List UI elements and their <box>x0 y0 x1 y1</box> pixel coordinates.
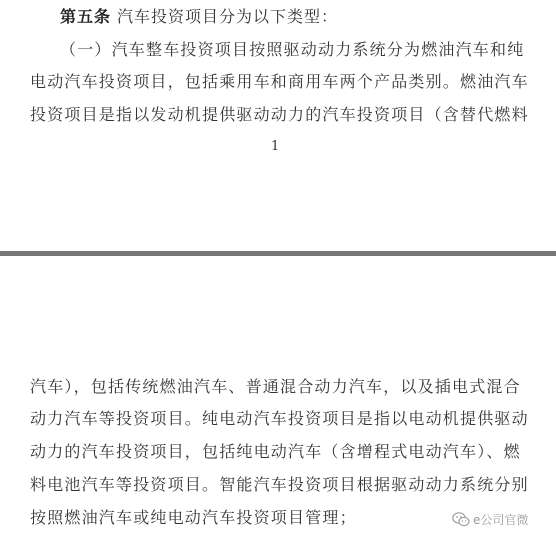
paragraph-line: （一）汽车整车投资项目按照驱动动力系统分为燃油汽车和纯 <box>60 40 525 59</box>
watermark-text: e公司官微 <box>473 512 529 527</box>
article-heading <box>60 7 540 27</box>
watermark <box>452 510 528 528</box>
paragraph-line: 料电池汽车等投资项目。智能汽车投资项目根据驱动动力系统分别 <box>30 475 529 494</box>
article-heading-text: 汽车投资项目分为以下类型： <box>117 7 339 26</box>
page-number: 1 <box>271 139 280 154</box>
wechat-icon <box>452 512 470 527</box>
paragraph-line: 按照燃油汽车或纯电动汽车投资项目管理； <box>30 508 357 527</box>
paragraph-line: 投资项目是指以发动机提供驱动动力的汽车投资项目（含替代燃料 <box>30 105 529 124</box>
page-divider <box>0 251 556 256</box>
paragraph-line: 动力汽车等投资项目。纯电动汽车投资项目是指以电动机提供驱动 <box>30 409 529 428</box>
paragraph-line: 电动汽车投资项目，包括乘用车和商用车两个产品类别。燃油汽车 <box>30 72 529 91</box>
article-label: 第五条 <box>60 7 112 26</box>
paragraph-line: 动力的汽车投资项目，包括纯电动汽车（含增程式电动汽车）、燃 <box>30 442 521 461</box>
paragraph-line: 汽车），包括传统燃油汽车、普通混合动力汽车，以及插电式混合 <box>30 377 521 396</box>
